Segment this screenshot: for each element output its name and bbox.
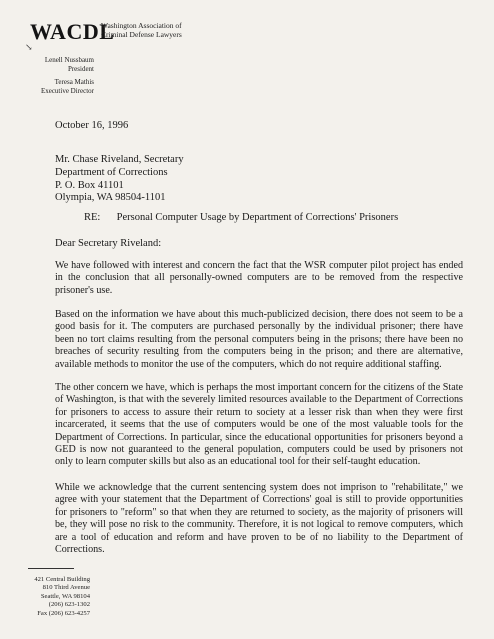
pen-mark-icon: ↘ xyxy=(25,42,33,52)
footer-line: 810 Third Avenue xyxy=(42,584,90,592)
organization-name-line2: Criminal Defense Lawyers xyxy=(101,29,182,39)
footer-line: (206) 623-1302 xyxy=(48,601,90,609)
organization-name-line1: Washington Association of xyxy=(101,21,182,30)
letter-date: October 16, 1996 xyxy=(55,120,129,131)
president-name: Lenell Nussbaum xyxy=(44,56,94,64)
organization-logo: WACDL xyxy=(30,19,115,44)
body-paragraph: While we acknowledge that the current sentencing system does not imprison to "rehabilitate," we agree with your statement that the Department of Corrections' goal is still to provide opportunities for prisoners to "reform" so that when they are returned to society, as the majority of prisoners will be, they will pose no risk to the community. Therefore, it is not logical to remove computers, which are a tool of education and reform and have proven to be of no liability to the Department of Corrections. xyxy=(55,482,463,556)
salutation: Dear Secretary Riveland: xyxy=(55,238,162,249)
footer-address xyxy=(24,576,90,618)
footer-divider xyxy=(28,568,74,569)
recipient-line: P. O. Box 41101 xyxy=(55,179,124,191)
body-paragraph: Based on the information we have about this much-publicized decision, there does not seem to be a good basis for it. The computers are purchased personally by the individual prisoner; there have been no tort claims resulting from the personal computers being in the prisons; there have been no breaches of security resulting from the computers being in the prison; and there are alternative, available methods to monitor the use of the computers, which do not require additional staffing. xyxy=(55,309,463,370)
president-block xyxy=(0,56,94,73)
recipient-line: Olympia, WA 98504-1101 xyxy=(55,192,166,204)
footer-line: Seattle, WA 98104 xyxy=(40,592,90,600)
executive-director-block xyxy=(0,78,94,95)
footer-line: Fax (206) 623-4257 xyxy=(37,609,90,617)
footer-line: 421 Central Building xyxy=(34,576,90,583)
body-paragraph: The other concern we have, which is perhaps the most important concern for the citizens of the State of Washington, is that with the severely limited resources available to the Department of Corrections for prisoners to access to assure their return to society at a lesser risk than when they were first incarcerated, it seems that the use of computers would be one of the most valuable tools for the Department of Corrections. In particular, since the educational opportunities for prisoners beyond a GED is now not guaranteed to the general population, computers could be used by prisoners not only to learn computer skills but also as an educational tool for their self-taught education. xyxy=(55,382,463,468)
president-title: President xyxy=(67,64,94,73)
recipient-line: Mr. Chase Riveland, Secretary xyxy=(55,154,184,165)
subject-line xyxy=(84,212,398,223)
organization-name xyxy=(101,22,182,39)
subject-text: Personal Computer Usage by Department of Corrections' Prisoners xyxy=(116,212,399,223)
recipient-line: Department of Corrections xyxy=(55,166,168,178)
subject-label: RE: xyxy=(84,212,101,223)
recipient-address xyxy=(55,154,184,205)
executive-director-title: Executive Director xyxy=(40,86,94,95)
body-paragraph: We have followed with interest and concern the fact that the WSR computer pilot project has ended in the conclusion that all personally-owned computers are to be removed from the respective prisoner's use. xyxy=(55,260,463,296)
executive-director-name: Teresa Mathis xyxy=(54,78,94,86)
